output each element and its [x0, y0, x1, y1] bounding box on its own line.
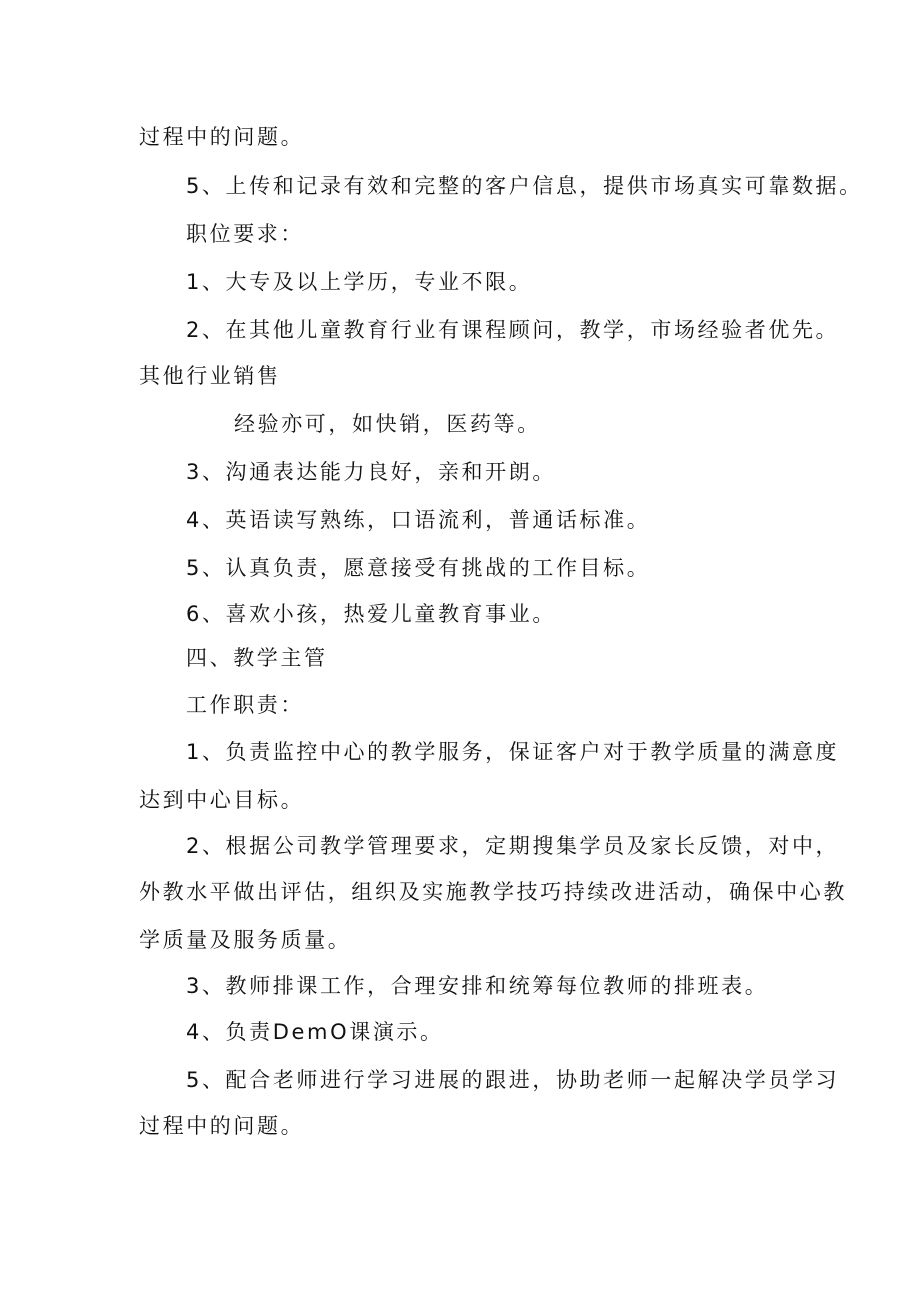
paragraph-line: 1、负责监控中心的教学服务，保证客户对于教学质量的满意度 — [186, 740, 840, 764]
paragraph-line: 外教水平做出评估，组织及实施教学技巧持续改进活动，确保中心教 — [139, 880, 847, 904]
section-heading: 四、教学主管 — [186, 646, 328, 670]
paragraph-line: 6、喜欢小孩，热爱儿童教育事业。 — [186, 602, 556, 626]
paragraph-line: 5、配合老师进行学习进展的跟进，协助老师一起解决学员学习 — [186, 1068, 840, 1092]
paragraph-line: 过程中的问题。 — [139, 125, 305, 149]
paragraph-line: 2、根据公司教学管理要求，定期搜集学员及家长反馈，对中， — [186, 834, 840, 858]
section-heading: 工作职责： — [186, 693, 304, 717]
paragraph-line: 3、教师排课工作，合理安排和统筹每位教师的排班表。 — [186, 974, 769, 998]
paragraph-line: 3、沟通表达能力良好，亲和开朗。 — [186, 460, 556, 484]
paragraph-line: 学质量及服务质量。 — [139, 928, 352, 952]
section-heading: 职位要求： — [186, 222, 304, 246]
paragraph-line: 经验亦可，如快销，医药等。 — [234, 412, 541, 436]
paragraph-line: 2、在其他儿童教育行业有课程顾问，教学，市场经验者优先。 — [186, 318, 840, 342]
paragraph-line: 4、负责DemO课演示。 — [186, 1020, 444, 1044]
paragraph-line: 其他行业销售 — [139, 364, 281, 388]
paragraph-line: 1、大专及以上学历，专业不限。 — [186, 270, 533, 294]
paragraph-line: 4、英语读写熟练，口语流利，普通话标准。 — [186, 508, 651, 532]
paragraph-line: 过程中的问题。 — [139, 1114, 305, 1138]
paragraph-line: 5、上传和记录有效和完整的客户信息，提供市场真实可靠数据。 — [186, 174, 863, 198]
paragraph-line: 达到中心目标。 — [139, 788, 305, 812]
paragraph-line: 5、认真负责，愿意接受有挑战的工作目标。 — [186, 556, 651, 580]
